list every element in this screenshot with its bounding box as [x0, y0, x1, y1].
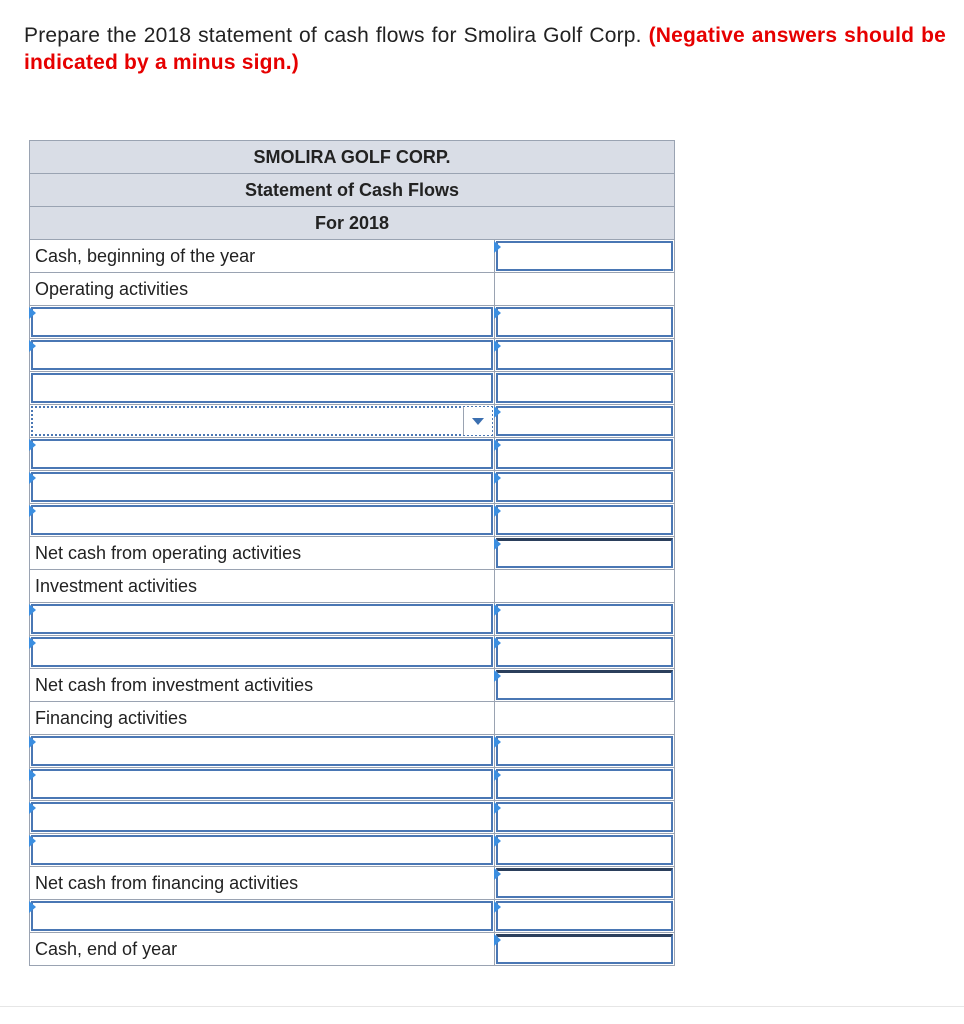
input-marker-icon — [494, 439, 501, 451]
operating-entry-label-cell — [30, 471, 495, 504]
operating-entry-7-value-input[interactable] — [498, 507, 671, 533]
operating-entry-7-label-input[interactable] — [33, 507, 491, 533]
operating-entry-label-cell — [30, 438, 495, 471]
operating-entry-row — [30, 471, 675, 504]
net-operating-input[interactable] — [498, 541, 671, 566]
operating-entry-value-cell — [495, 504, 675, 537]
input-marker-icon — [494, 835, 501, 847]
operating-entry-row — [30, 504, 675, 537]
operating-entry-row — [30, 306, 675, 339]
financing-empty-cell — [495, 702, 675, 735]
net-financing-input[interactable] — [498, 871, 671, 896]
input-marker-icon — [29, 340, 36, 352]
financing-label: Financing activities — [30, 702, 495, 735]
input-marker-icon — [494, 901, 501, 913]
input-marker-icon — [494, 769, 501, 781]
investment-entry-label-cell — [30, 636, 495, 669]
input-marker-icon — [494, 637, 501, 649]
operating-entry-row — [30, 438, 675, 471]
cash-end-cell — [495, 933, 675, 966]
cash-begin-input[interactable] — [498, 243, 671, 269]
cash-begin-label: Cash, beginning of the year — [30, 240, 495, 273]
net-operating-cell — [495, 537, 675, 570]
investment-entry-row — [30, 636, 675, 669]
header-company-row — [30, 141, 675, 174]
input-marker-icon — [494, 505, 501, 517]
change-in-cash-row — [30, 900, 675, 933]
input-marker-icon — [29, 505, 36, 517]
net-operating-label: Net cash from operating activities — [30, 537, 495, 570]
cash-end-row — [30, 933, 675, 966]
operating-entry-5-value-input[interactable] — [498, 441, 671, 467]
change-in-cash-value-cell — [495, 900, 675, 933]
operating-entry-6-value-input[interactable] — [498, 474, 671, 500]
input-marker-icon — [494, 472, 501, 484]
financing-entry-row — [30, 735, 675, 768]
operating-entry-5-label-input[interactable] — [33, 441, 491, 467]
investment-entry-label-cell — [30, 603, 495, 636]
operating-label: Operating activities — [30, 273, 495, 306]
financing-entry-1-value-input[interactable] — [498, 738, 671, 764]
footer-divider — [0, 1006, 964, 1007]
financing-entry-4-value-input[interactable] — [498, 837, 671, 863]
investment-heading-row — [30, 570, 675, 603]
operating-entry-label-cell — [30, 372, 495, 405]
operating-entry-1-label-input[interactable] — [33, 309, 491, 335]
input-marker-icon — [494, 736, 501, 748]
input-marker-icon — [29, 901, 36, 913]
operating-entry-value-cell — [495, 339, 675, 372]
input-marker-icon — [29, 835, 36, 847]
investment-label: Investment activities — [30, 570, 495, 603]
statement-period: For 2018 — [30, 207, 675, 240]
financing-entry-row — [30, 768, 675, 801]
financing-heading-row — [30, 702, 675, 735]
operating-entry-label-cell — [30, 504, 495, 537]
operating-entry-6-label-input[interactable] — [33, 474, 491, 500]
net-financing-row — [30, 867, 675, 900]
cash-begin-cell — [495, 240, 675, 273]
input-marker-icon — [494, 406, 501, 418]
financing-entry-2-value-input[interactable] — [498, 771, 671, 797]
header-period-row — [30, 207, 675, 240]
operating-entry-label-cell — [30, 339, 495, 372]
input-marker-icon — [29, 637, 36, 649]
financing-entry-1-label-input[interactable] — [33, 738, 491, 764]
operating-entry-value-cell — [495, 306, 675, 339]
change-in-cash-label-input[interactable] — [33, 903, 491, 929]
input-marker-icon — [29, 736, 36, 748]
investment-empty-cell — [495, 570, 675, 603]
investment-entry-row — [30, 603, 675, 636]
input-marker-icon — [29, 439, 36, 451]
net-financing-cell — [495, 867, 675, 900]
input-marker-icon — [494, 802, 501, 814]
company-name: SMOLIRA GOLF CORP. — [30, 141, 675, 174]
operating-entry-1-value-input[interactable] — [498, 309, 671, 335]
input-marker-icon — [494, 307, 501, 319]
input-marker-icon — [494, 340, 501, 352]
statement-title: Statement of Cash Flows — [30, 174, 675, 207]
input-marker-icon — [29, 307, 36, 319]
operating-entry-3-value-input[interactable] — [498, 375, 671, 401]
instructions — [24, 22, 946, 76]
financing-entry-2-label-input[interactable] — [33, 771, 491, 797]
net-investment-row — [30, 669, 675, 702]
chevron-down-icon — [472, 418, 484, 425]
operating-empty-cell — [495, 273, 675, 306]
investment-entry-value-cell — [495, 636, 675, 669]
operating-entry-value-cell — [495, 372, 675, 405]
investment-entry-1-label-input[interactable] — [33, 606, 491, 632]
operating-entry-4-value-input[interactable] — [498, 408, 671, 434]
financing-entry-label-cell — [30, 768, 495, 801]
operating-entry-value-cell — [495, 471, 675, 504]
net-financing-label: Net cash from financing activities — [30, 867, 495, 900]
operating-entry-2-value-input[interactable] — [498, 342, 671, 368]
input-marker-icon — [494, 538, 501, 550]
investment-entry-1-value-input[interactable] — [498, 606, 671, 632]
operating-entry-3-label-input[interactable] — [33, 375, 491, 401]
input-marker-icon — [494, 670, 501, 682]
input-marker-icon — [29, 802, 36, 814]
financing-entry-4-label-input[interactable] — [33, 837, 491, 863]
financing-entry-3-label-input[interactable] — [33, 804, 491, 830]
input-marker-icon — [494, 241, 501, 253]
net-investment-label: Net cash from investment activities — [30, 669, 495, 702]
operating-heading-row — [30, 273, 675, 306]
input-marker-icon — [494, 604, 501, 616]
operating-entry-row — [30, 405, 675, 438]
operating-entry-value-cell — [495, 405, 675, 438]
cash-end-label: Cash, end of year — [30, 933, 495, 966]
financing-entry-value-cell — [495, 834, 675, 867]
financing-entry-label-cell — [30, 735, 495, 768]
instructions-text: Prepare the 2018 statement of cash flows for Smolira Golf Corp. — [24, 24, 649, 47]
cash-begin-row — [30, 240, 675, 273]
financing-entry-3-value-input[interactable] — [498, 804, 671, 830]
cash-end-input[interactable] — [498, 937, 671, 962]
dropdown-button[interactable] — [463, 407, 492, 435]
cash-flow-table — [29, 140, 675, 966]
operating-entry-dropdown[interactable] — [31, 406, 493, 436]
financing-entry-row — [30, 801, 675, 834]
operating-entry-label-cell — [30, 306, 495, 339]
instructions-note: (Negative answers should be indicated by a minus sign.) — [24, 24, 946, 74]
investment-entry-2-label-input[interactable] — [33, 639, 491, 665]
input-marker-icon — [29, 472, 36, 484]
financing-entry-value-cell — [495, 768, 675, 801]
financing-entry-value-cell — [495, 801, 675, 834]
investment-entry-value-cell — [495, 603, 675, 636]
operating-entry-row — [30, 339, 675, 372]
financing-entry-label-cell — [30, 801, 495, 834]
change-in-cash-label-cell — [30, 900, 495, 933]
net-investment-input[interactable] — [498, 673, 671, 698]
operating-entry-value-cell — [495, 438, 675, 471]
net-operating-row — [30, 537, 675, 570]
operating-entry-2-label-input[interactable] — [33, 342, 491, 368]
change-in-cash-value-input[interactable] — [498, 903, 671, 929]
operating-entry-dropdown-cell — [30, 405, 495, 438]
financing-entry-value-cell — [495, 735, 675, 768]
input-marker-icon — [494, 868, 501, 880]
net-investment-cell — [495, 669, 675, 702]
input-marker-icon — [494, 934, 501, 946]
operating-entry-row — [30, 372, 675, 405]
financing-entry-row — [30, 834, 675, 867]
header-title-row — [30, 174, 675, 207]
investment-entry-2-value-input[interactable] — [498, 639, 671, 665]
financing-entry-label-cell — [30, 834, 495, 867]
input-marker-icon — [29, 769, 36, 781]
input-marker-icon — [29, 604, 36, 616]
